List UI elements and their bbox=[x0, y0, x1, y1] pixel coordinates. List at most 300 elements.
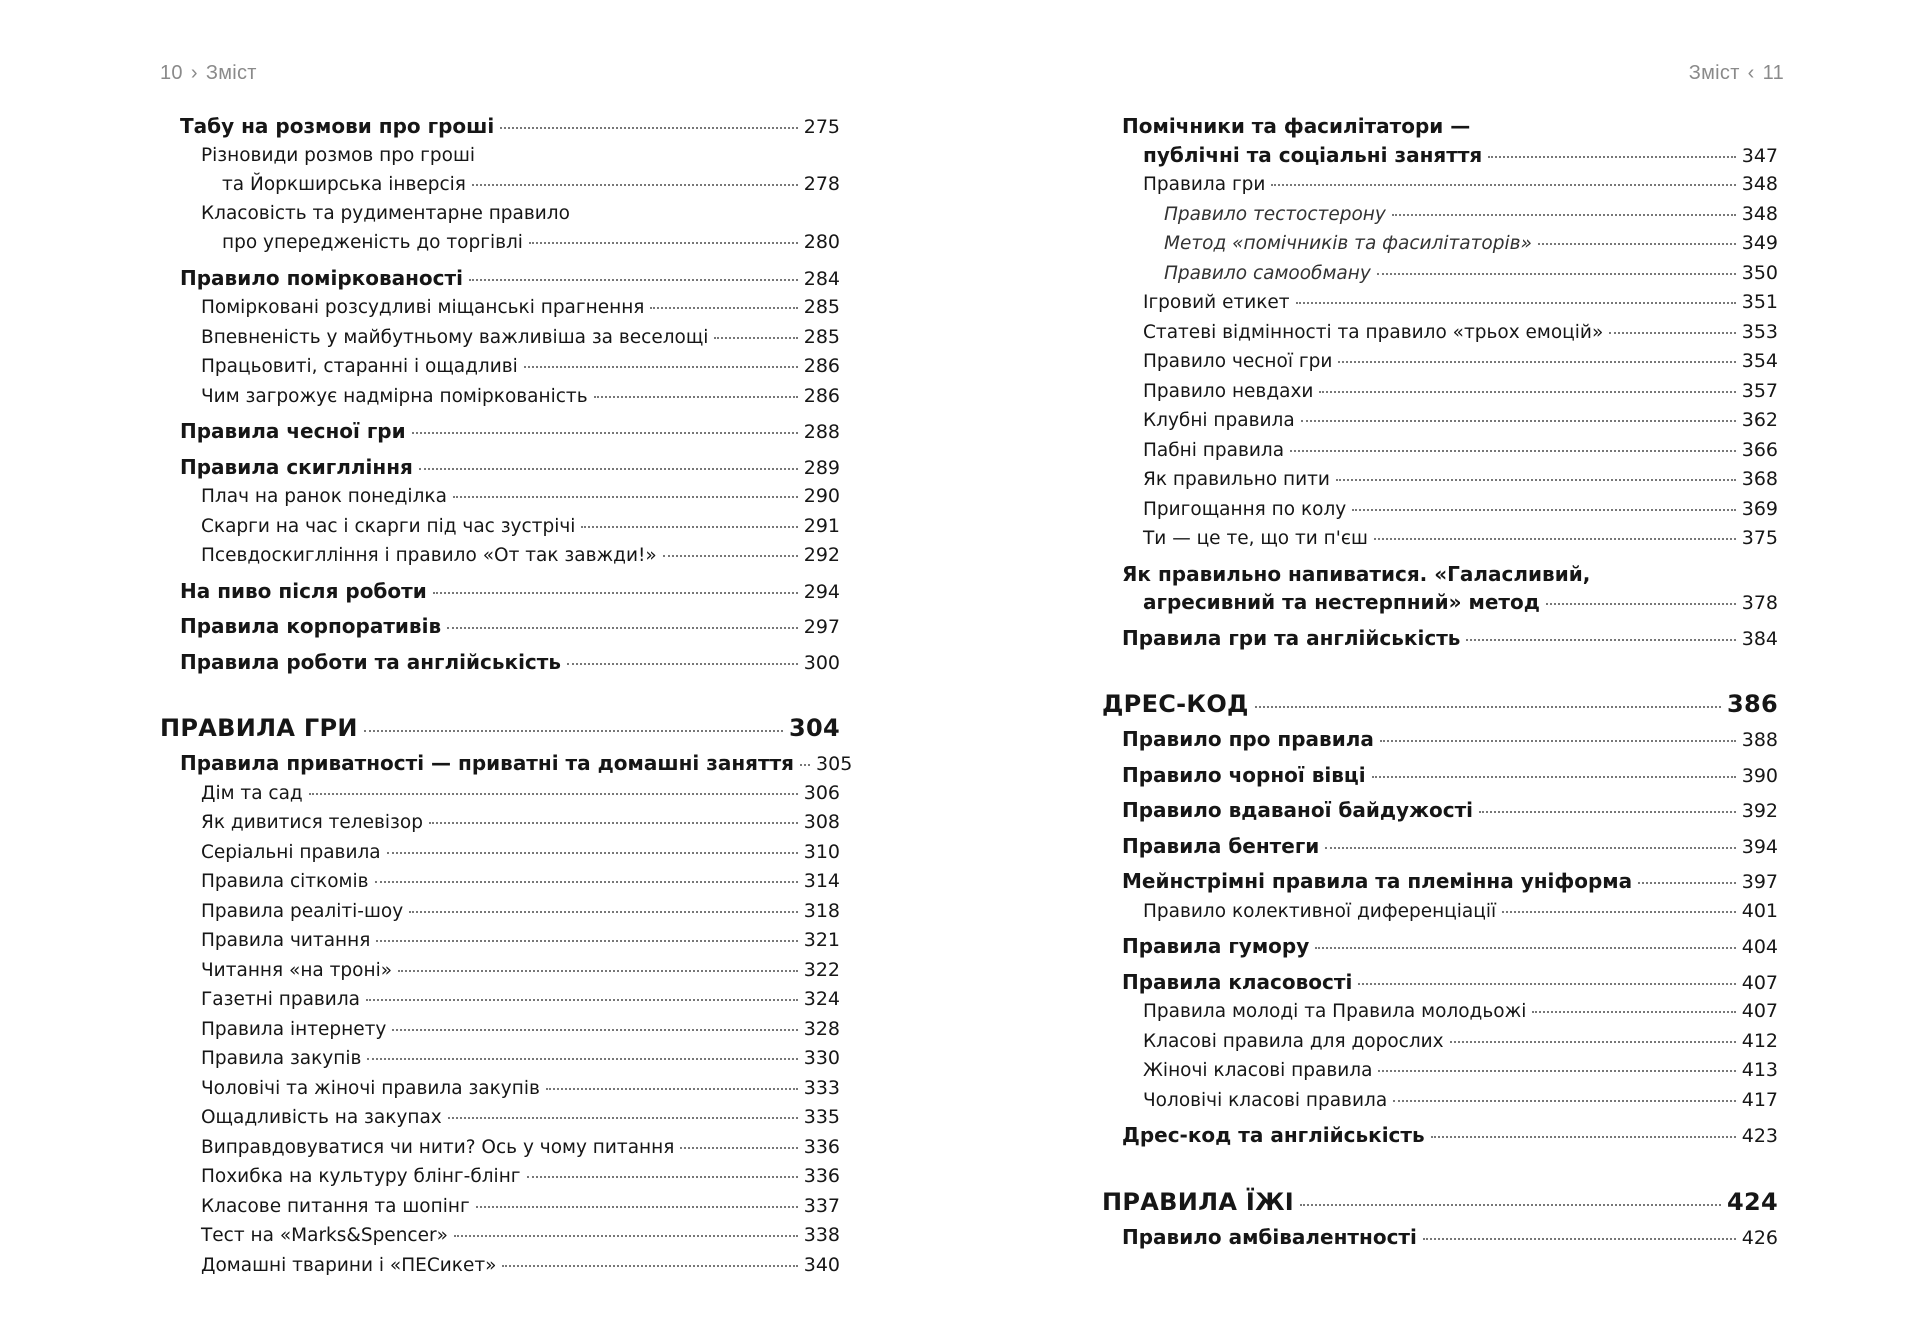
entry-title: Правило тестостерону bbox=[1164, 203, 1386, 225]
running-head-right bbox=[1689, 62, 1784, 85]
entry-title: Статеві відмінності та правило «трьох емоцій» bbox=[1143, 321, 1604, 343]
entry-page-number: 291 bbox=[803, 514, 840, 537]
entry-title: Дрес-код та англійськість bbox=[1122, 1123, 1425, 1147]
dot-leader bbox=[448, 1117, 798, 1119]
toc-subsection bbox=[160, 926, 840, 956]
toc-subsection bbox=[160, 382, 840, 412]
entry-title: Правила гри bbox=[1143, 174, 1266, 195]
toc-chapter bbox=[1102, 761, 1778, 791]
entry-row bbox=[201, 897, 840, 927]
toc-section bbox=[1102, 1185, 1778, 1219]
entry-row bbox=[201, 382, 840, 412]
entry-title: Метод «помічників та фасилітаторів» bbox=[1164, 233, 1532, 254]
entry-page-number: 353 bbox=[1741, 320, 1778, 343]
toc-subsection bbox=[1102, 318, 1778, 348]
entry-row bbox=[201, 482, 840, 512]
running-head-left bbox=[160, 62, 257, 85]
entry-row bbox=[1122, 796, 1778, 826]
entry-page-number: 348 bbox=[1741, 173, 1778, 195]
dot-leader bbox=[1393, 1100, 1736, 1102]
dot-leader bbox=[1377, 273, 1736, 275]
entry-page-number: 375 bbox=[1741, 527, 1778, 549]
entry-row bbox=[1143, 377, 1778, 407]
entry-title: Серіальні правила bbox=[201, 841, 381, 863]
entry-page-number: 275 bbox=[803, 116, 840, 138]
entry-page-number: 388 bbox=[1741, 729, 1778, 751]
entry-page-number: 305 bbox=[816, 753, 853, 775]
toc-subsection bbox=[1102, 170, 1778, 200]
entry-title: Правила чесної гри bbox=[180, 419, 406, 443]
dot-leader bbox=[680, 1147, 797, 1149]
entry-title: Правила приватності — приватні та домашні заняття bbox=[180, 751, 795, 775]
entry-row bbox=[1122, 1223, 1778, 1253]
toc-subsection bbox=[160, 293, 840, 323]
entry-title: Правила гри та англійськість bbox=[1122, 625, 1461, 650]
toc-subsection bbox=[160, 985, 840, 1015]
entry-title: Правила роботи та англійськість bbox=[180, 649, 562, 674]
entry-row bbox=[1122, 1121, 1778, 1151]
separator: ‹ bbox=[1747, 62, 1755, 84]
entry-row bbox=[201, 808, 840, 838]
entry-row bbox=[201, 956, 840, 986]
entry-page-number: 324 bbox=[803, 988, 840, 1010]
entry-title-line1: Як правильно напиватися. «Галасливий, bbox=[1122, 561, 1591, 586]
entry-row bbox=[1102, 1185, 1778, 1219]
entry-title: Правило невдахи bbox=[1143, 380, 1314, 402]
dot-leader bbox=[1374, 538, 1736, 540]
entry-title: Ігровий етикет bbox=[1143, 292, 1290, 313]
entry-row bbox=[201, 541, 840, 571]
toc-subsection bbox=[1102, 997, 1778, 1027]
toc-subsection bbox=[160, 1221, 840, 1251]
entry-row bbox=[1143, 1056, 1778, 1086]
dot-leader bbox=[375, 881, 798, 883]
entry-title-line2: агресивний та нестерпний» метод bbox=[1143, 590, 1540, 614]
dot-leader bbox=[1300, 1204, 1721, 1206]
entry-row bbox=[1143, 495, 1778, 525]
toc-subsection bbox=[1102, 897, 1778, 927]
dot-leader bbox=[581, 526, 797, 528]
entry-row bbox=[1122, 725, 1778, 755]
entry-row bbox=[1122, 588, 1778, 618]
entry-page-number: 366 bbox=[1741, 438, 1778, 461]
entry-page-number: 362 bbox=[1741, 409, 1778, 431]
toc-subsection bbox=[160, 1074, 840, 1104]
toc-chapter bbox=[1102, 968, 1778, 998]
dot-leader bbox=[567, 663, 798, 665]
dot-leader bbox=[1352, 509, 1735, 511]
toc-chapter bbox=[1102, 932, 1778, 962]
dot-leader bbox=[1301, 420, 1736, 422]
entry-page-number: 335 bbox=[803, 1106, 840, 1128]
dot-leader bbox=[1315, 947, 1735, 949]
entry-row bbox=[160, 711, 840, 745]
entry-page-number: 310 bbox=[803, 840, 840, 863]
entry-title: Правило амбівалентності bbox=[1122, 1224, 1417, 1249]
entry-page-number: 378 bbox=[1741, 592, 1778, 614]
toc-subsection bbox=[160, 1044, 840, 1074]
entry-title: Працьовиті, старанні і ощадливі bbox=[201, 356, 518, 377]
entry-page-number: 423 bbox=[1741, 1125, 1778, 1147]
entry-row bbox=[1143, 1086, 1778, 1116]
entry-page-number: 397 bbox=[1741, 871, 1778, 893]
dot-leader bbox=[1319, 391, 1735, 393]
entry-page-number: 351 bbox=[1741, 291, 1778, 313]
entry-page-number: 318 bbox=[803, 899, 840, 922]
toc-subsubsection bbox=[1102, 259, 1778, 289]
toc-list-right bbox=[1102, 112, 1778, 1252]
entry-title: Скарги на час і скарги під час зустрічі bbox=[201, 515, 576, 537]
dot-leader bbox=[1338, 361, 1735, 363]
entry-title-line2: про упередженість до торгівлі bbox=[222, 232, 523, 253]
page-number: 10 bbox=[160, 62, 183, 84]
dot-leader bbox=[1479, 811, 1736, 813]
entry-page-number: 340 bbox=[803, 1253, 840, 1276]
entry-title: Правило чорної вівці bbox=[1122, 762, 1366, 787]
entry-row bbox=[201, 838, 840, 868]
entry-page-number: 286 bbox=[803, 355, 840, 377]
entry-title: Чоловічі класові правила bbox=[1143, 1089, 1388, 1111]
dot-leader bbox=[529, 242, 798, 244]
dot-leader bbox=[409, 911, 798, 913]
toc-subsection bbox=[160, 482, 840, 512]
entry-page-number: 347 bbox=[1741, 144, 1778, 167]
header-title: Зміст bbox=[1688, 62, 1740, 84]
entry-row bbox=[201, 228, 840, 258]
toc-subsection bbox=[160, 956, 840, 986]
dot-leader bbox=[1532, 1011, 1735, 1013]
dot-leader bbox=[1325, 847, 1735, 849]
entry-title-line1: Різновиди розмов про гроші bbox=[201, 144, 476, 166]
entry-title: Правила інтернету bbox=[201, 1018, 387, 1040]
dot-leader bbox=[1271, 184, 1735, 186]
entry-page-number: 350 bbox=[1741, 261, 1778, 284]
entry-row bbox=[180, 112, 840, 142]
toc-subsection bbox=[1102, 347, 1778, 377]
entry-row bbox=[1164, 259, 1778, 289]
entry-row bbox=[1143, 997, 1778, 1027]
toc-chapter bbox=[160, 112, 840, 142]
toc-subsection bbox=[1102, 1027, 1778, 1057]
entry-row bbox=[1143, 524, 1778, 554]
toc-subsection bbox=[1102, 465, 1778, 495]
dot-leader bbox=[469, 279, 798, 281]
entry-page-number: 308 bbox=[803, 811, 840, 833]
entry-page-number: 394 bbox=[1741, 835, 1778, 858]
entry-title: Правила читання bbox=[201, 930, 371, 951]
entry-title: Правило вдаваної байдужості bbox=[1122, 798, 1474, 822]
entry-title: Правило чесної гри bbox=[1143, 351, 1333, 372]
entry-row bbox=[1143, 1027, 1778, 1057]
entry-page-number: 357 bbox=[1741, 379, 1778, 402]
header-title: Зміст bbox=[205, 62, 257, 84]
entry-page-number: 292 bbox=[803, 544, 840, 566]
toc-subsection bbox=[160, 1162, 840, 1192]
entry-row bbox=[1143, 170, 1778, 200]
entry-page-number: 336 bbox=[803, 1135, 840, 1158]
toc-subsection bbox=[160, 867, 840, 897]
toc-subsection bbox=[160, 838, 840, 868]
entry-title: Правила сіткомів bbox=[201, 871, 369, 892]
entry-title: Читання «на троні» bbox=[201, 959, 393, 981]
entry-page-number: 330 bbox=[803, 1047, 840, 1069]
toc-chapter bbox=[160, 749, 853, 779]
dot-leader bbox=[392, 1029, 797, 1031]
entry-page-number: 349 bbox=[1741, 232, 1778, 254]
dot-leader bbox=[714, 337, 797, 339]
entry-row bbox=[1143, 436, 1778, 466]
toc-subsection bbox=[160, 1015, 840, 1045]
entry-page-number: 306 bbox=[803, 781, 840, 804]
entry-page-number: 407 bbox=[1741, 1000, 1778, 1022]
entry-title: Плач на ранок понеділка bbox=[201, 486, 447, 507]
entry-page-number: 368 bbox=[1741, 468, 1778, 490]
toc-subsubsection bbox=[1102, 229, 1778, 259]
toc-subsection bbox=[1102, 1086, 1778, 1116]
entry-title: Правила класовості bbox=[1122, 969, 1353, 994]
entry-row bbox=[1164, 229, 1778, 259]
entry-page-number: 337 bbox=[803, 1194, 840, 1217]
entry-row bbox=[201, 1103, 840, 1133]
entry-title: Псевдоскиглління і правило «От так завжди!» bbox=[201, 545, 657, 566]
entry-page-number: 289 bbox=[803, 456, 840, 479]
entry-title: Як правильно пити bbox=[1143, 469, 1330, 490]
toc-subsection bbox=[160, 808, 840, 838]
entry-title: Впевненість у майбутньому важливіша за веселощі bbox=[201, 326, 709, 348]
entry-row bbox=[201, 1162, 840, 1192]
entry-page-number: 392 bbox=[1741, 800, 1778, 822]
entry-row bbox=[1143, 347, 1778, 377]
dot-leader bbox=[398, 970, 798, 972]
entry-page-number: 338 bbox=[803, 1224, 840, 1246]
entry-page-number: 401 bbox=[1741, 899, 1778, 922]
entry-row bbox=[1122, 867, 1778, 897]
dot-leader bbox=[527, 1176, 798, 1178]
entry-page-number: 336 bbox=[803, 1165, 840, 1187]
toc-subsection bbox=[160, 1133, 840, 1163]
entry-page-number: 386 bbox=[1727, 690, 1778, 718]
entry-page-number: 404 bbox=[1741, 936, 1778, 958]
entry-title: Похибка на культуру блінг-блінг bbox=[201, 1166, 521, 1187]
entry-page-number: 314 bbox=[803, 870, 840, 892]
dot-leader bbox=[1336, 479, 1736, 481]
entry-row bbox=[1143, 465, 1778, 495]
dot-leader bbox=[1392, 214, 1736, 216]
entry-page-number: 278 bbox=[803, 173, 840, 195]
entry-title: Виправдовуватися чи нити? Ось у чому питання bbox=[201, 1136, 675, 1158]
entry-page-number: 280 bbox=[803, 231, 840, 253]
entry-title: Правило колективної диференціації bbox=[1143, 900, 1497, 922]
toc-subsection bbox=[160, 1192, 840, 1222]
toc-subsection bbox=[1102, 288, 1778, 318]
entry-title: Правило про правила bbox=[1122, 727, 1374, 751]
entry-title: Пригощання по колу bbox=[1143, 498, 1347, 520]
entry-page-number: 424 bbox=[1727, 1187, 1778, 1216]
entry-title: Правила скиглління bbox=[180, 454, 413, 479]
toc-subsection bbox=[160, 541, 840, 571]
dot-leader bbox=[1431, 1136, 1736, 1138]
entry-title-line1: Помічники та фасилітатори — bbox=[1122, 114, 1471, 138]
page-number: 11 bbox=[1762, 62, 1784, 84]
toc-subsection bbox=[1102, 436, 1778, 466]
entry-row bbox=[201, 985, 840, 1015]
dot-leader bbox=[454, 1235, 798, 1237]
entry-row bbox=[201, 1192, 840, 1222]
entry-row bbox=[1102, 687, 1778, 721]
dot-leader bbox=[1538, 243, 1736, 245]
toc-chapter bbox=[160, 417, 840, 447]
entry-page-number: 348 bbox=[1741, 202, 1778, 225]
dot-leader bbox=[376, 940, 797, 942]
entry-title: Домашні тварини і «ПЕСикет» bbox=[201, 1254, 497, 1276]
entry-title: ДРЕС-КОД bbox=[1102, 690, 1249, 718]
dot-leader bbox=[546, 1088, 798, 1090]
entry-page-number: 369 bbox=[1741, 497, 1778, 520]
dot-leader bbox=[1450, 1041, 1736, 1043]
entry-page-number: 300 bbox=[803, 651, 840, 674]
toc-chapter bbox=[1102, 1223, 1778, 1253]
entry-page-number: 328 bbox=[803, 1017, 840, 1040]
entry-row bbox=[1164, 200, 1778, 230]
entry-row bbox=[1122, 932, 1778, 962]
entry-row bbox=[1143, 897, 1778, 927]
entry-row bbox=[180, 417, 840, 447]
toc-subsection bbox=[1102, 1056, 1778, 1086]
entry-title: Дім та сад bbox=[201, 782, 303, 804]
entry-row bbox=[201, 1074, 840, 1104]
dot-leader bbox=[1638, 882, 1736, 884]
toc-subsection bbox=[160, 352, 840, 382]
entry-row bbox=[1122, 141, 1778, 171]
entry-row bbox=[201, 1221, 840, 1251]
toc-chapter bbox=[160, 612, 840, 642]
dot-leader bbox=[1546, 603, 1736, 605]
toc-subsection bbox=[1102, 406, 1778, 436]
entry-title: Чим загрожує надмірна поміркованість bbox=[201, 385, 588, 407]
entry-page-number: 413 bbox=[1741, 1059, 1778, 1081]
entry-title: Правила закупів bbox=[201, 1048, 362, 1069]
entry-page-number: 417 bbox=[1741, 1088, 1778, 1111]
entry-row bbox=[201, 293, 840, 323]
dot-leader bbox=[500, 127, 798, 129]
entry-row bbox=[1122, 968, 1778, 998]
entry-row bbox=[180, 612, 840, 642]
entry-row bbox=[1143, 318, 1778, 348]
entry-row bbox=[201, 867, 840, 897]
entry-row bbox=[1122, 761, 1778, 791]
entry-row bbox=[201, 1133, 840, 1163]
dot-leader bbox=[1296, 302, 1736, 304]
entry-page-number: 390 bbox=[1741, 764, 1778, 787]
toc-subsection bbox=[1102, 495, 1778, 525]
dot-leader bbox=[800, 764, 810, 766]
separator: › bbox=[190, 62, 198, 84]
entry-page-number: 286 bbox=[803, 384, 840, 407]
toc-chapter bbox=[1102, 1121, 1778, 1151]
entry-row bbox=[201, 779, 840, 809]
toc-chapter bbox=[1102, 560, 1778, 618]
entry-title: ПРАВИЛА ЇЖІ bbox=[1102, 1187, 1295, 1216]
entry-page-number: 285 bbox=[803, 296, 840, 318]
toc-subsection bbox=[160, 779, 840, 809]
entry-page-number: 407 bbox=[1741, 971, 1778, 994]
entry-row bbox=[201, 170, 840, 200]
entry-page-number: 426 bbox=[1741, 1226, 1778, 1249]
dot-leader bbox=[663, 555, 798, 557]
entry-page-number: 384 bbox=[1741, 627, 1778, 650]
dot-leader bbox=[1358, 983, 1735, 985]
toc-subsection bbox=[1102, 524, 1778, 554]
dot-leader bbox=[1502, 911, 1736, 913]
dot-leader bbox=[364, 730, 783, 732]
entry-row bbox=[201, 926, 840, 956]
entry-page-number: 294 bbox=[803, 580, 840, 603]
entry-row bbox=[180, 648, 840, 678]
dot-leader bbox=[1372, 776, 1736, 778]
entry-title: Помірковані розсудливі міщанські прагнення bbox=[201, 297, 645, 318]
toc-chapter bbox=[1102, 112, 1778, 170]
dot-leader bbox=[366, 999, 798, 1001]
entry-page-number: 297 bbox=[803, 616, 840, 638]
dot-leader bbox=[1488, 156, 1735, 158]
entry-title: Клубні правила bbox=[1143, 410, 1295, 431]
toc-chapter bbox=[1102, 867, 1778, 897]
toc-chapter bbox=[1102, 725, 1778, 755]
dot-leader bbox=[419, 468, 798, 470]
dot-leader bbox=[1378, 1070, 1735, 1072]
toc-list-left bbox=[160, 112, 853, 1280]
toc-section bbox=[160, 711, 840, 745]
entry-row bbox=[180, 264, 840, 294]
dot-leader bbox=[447, 627, 798, 629]
dot-leader bbox=[453, 496, 798, 498]
dot-leader bbox=[1255, 706, 1721, 708]
toc-subsection bbox=[1102, 377, 1778, 407]
dot-leader bbox=[433, 592, 798, 594]
entry-row bbox=[201, 1044, 840, 1074]
dot-leader bbox=[367, 1058, 797, 1060]
entry-row bbox=[201, 323, 840, 353]
toc-chapter bbox=[1102, 796, 1778, 826]
entry-title: Тест на «Marks&Spencer» bbox=[201, 1225, 448, 1246]
toc-subsection bbox=[160, 897, 840, 927]
toc-subsection bbox=[160, 323, 840, 353]
entry-title: Газетні правила bbox=[201, 989, 360, 1010]
dot-leader bbox=[309, 793, 798, 795]
entry-title: Класові правила для дорослих bbox=[1143, 1030, 1444, 1052]
entry-title: Ощадливість на закупах bbox=[201, 1107, 442, 1128]
entry-title: Жіночі класові правила bbox=[1143, 1060, 1373, 1081]
dot-leader bbox=[387, 852, 798, 854]
entry-title: Мейнстрімні правила та племінна уніформа bbox=[1122, 869, 1633, 893]
entry-title: Правила гумору bbox=[1122, 934, 1310, 958]
entry-title: ПРАВИЛА ГРИ bbox=[160, 714, 358, 742]
dot-leader bbox=[524, 366, 798, 368]
dot-leader bbox=[1290, 450, 1736, 452]
toc-subsection bbox=[160, 200, 840, 258]
dot-leader bbox=[1380, 740, 1736, 742]
toc-subsection bbox=[160, 512, 840, 542]
toc-chapter bbox=[1102, 624, 1778, 654]
entry-title: Класове питання та шопінг bbox=[201, 1195, 470, 1217]
entry-page-number: 304 bbox=[789, 714, 840, 742]
entry-row bbox=[201, 512, 840, 542]
entry-title: Як дивитися телевізор bbox=[201, 812, 423, 833]
dot-leader bbox=[472, 184, 798, 186]
dot-leader bbox=[1423, 1238, 1736, 1240]
dot-leader bbox=[1609, 332, 1735, 334]
entry-title: Пабні правила bbox=[1143, 439, 1285, 461]
